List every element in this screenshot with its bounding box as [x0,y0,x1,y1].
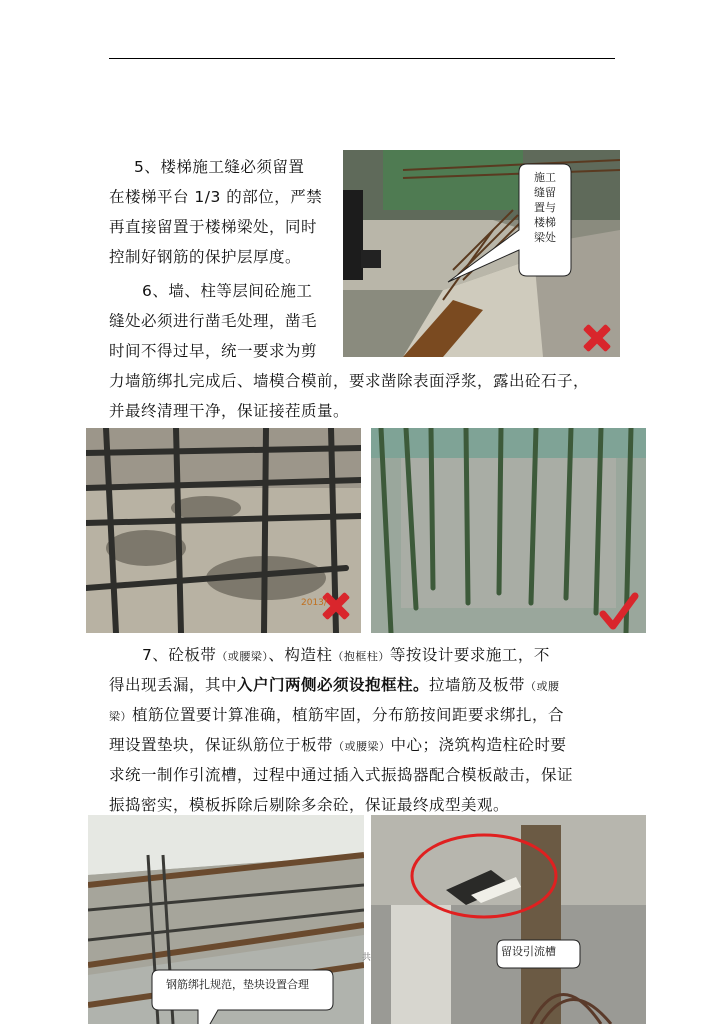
callout-line: 梁处 [534,231,556,244]
item6-line-4: 力墙筋绑扎完成后、墙模合模前，要求凿除表面浮浆，露出砼石子， [109,372,590,390]
item6-line-3: 时间不得过早，统一要求为剪 [109,342,318,360]
wrong-mark-icon [581,322,613,354]
rebar-callout-text: 钢筋绑扎规范，垫块设置合理 [166,978,309,991]
text-run: （或腰 [525,680,560,693]
item7-line-1 [142,641,550,671]
item6-line-1: 6、墙、柱等层间砼施工 [142,282,313,300]
stray-char: 共 [362,953,372,963]
text-run: （或腰梁） [216,650,269,663]
right-mark-icon [599,592,639,628]
item7-line-2 [109,671,560,701]
item5-line-2: 在楼梯平台 1/3 的部位，严禁 [109,188,323,206]
item5-line-1: 5、楼梯施工缝必须留置 [134,158,305,176]
text-run: 拉墙筋及板带 [429,676,526,694]
text-run: （抱框柱） [332,650,390,663]
item5-line-4: 控制好钢筋的保护层厚度。 [109,248,302,266]
text-run: （或腰梁） [333,740,391,753]
callout-line: 楼梯 [534,216,556,229]
text-run: 得出现丢漏，其中 [109,676,238,694]
item7-line-3 [109,701,564,731]
photo-date-stamp: 2013/ [301,598,327,608]
emphasis-text: 入户门两侧必须设抱框柱。 [237,676,430,694]
trough-callout-text: 留设引流槽 [501,945,556,958]
rebar-right-photo [371,428,646,633]
item6-line-5: 并最终清理干净，保证接茬质量。 [109,402,350,420]
item7-line-6: 振捣密实，模板拆除后剔除多余砼，保证最终成型美观。 [109,796,510,814]
text-run: 7、砼板带 [142,646,217,664]
beam-rebar-photo [88,815,364,1024]
callout-line: 施工 [534,171,556,184]
stair-joint-photo [343,150,620,357]
item6-line-2: 缝处必须进行凿毛处理，凿毛 [109,312,318,330]
column-trough-photo [371,815,646,1024]
wrong-mark-icon [320,590,352,622]
item5-line-3: 再直接留置于楼梯梁处，同时 [109,218,318,236]
callout-line: 缝留 [534,186,556,199]
text-run: 、构造柱 [268,646,333,664]
text-run: 梁） [109,710,132,723]
rebar-wrong-photo [86,428,361,633]
text-run: 理设置垫块，保证纵筋位于板带 [109,736,334,754]
text-run: 中心；浇筑构造柱砼时要 [390,736,567,754]
text-run: 植筋位置要计算准确，植筋牢固，分布筋按间距要求绑扎，合 [132,706,565,724]
callout-line: 置与 [534,201,556,214]
header-rule [109,58,615,59]
item7-line-4 [109,731,567,761]
stair-callout-text [529,170,561,245]
text-run: 等按设计要求施工，不 [389,646,550,664]
item7-line-5: 求统一制作引流槽，过程中通过插入式振捣器配合模板敲击，保证 [109,766,574,784]
